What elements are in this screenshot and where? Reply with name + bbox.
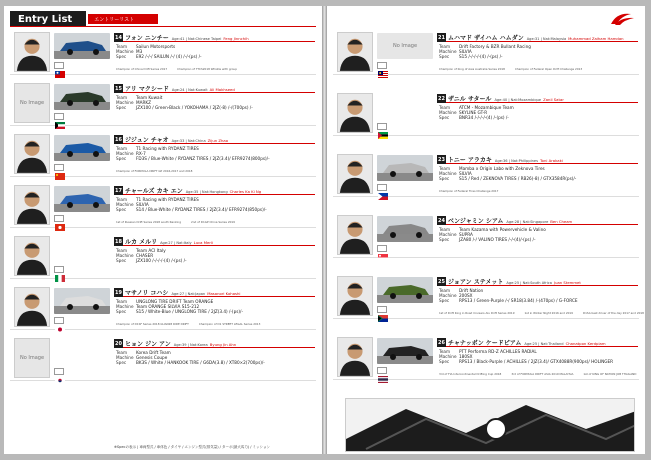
spec-value: FD3S / Blue-White / RYDANZ TIRES / 2JZ(3.4)/ EFR9274(800ps)/- [136,156,270,162]
machine-value: M3 [136,49,143,55]
driver-name-bar [446,33,638,42]
team-label: Team [439,349,451,354]
driver-name-bar [123,288,315,297]
entry-number: 16 [115,136,122,143]
driver-name-jp: ムハマド ザイハム ハムダン [448,35,524,42]
header-rule [10,26,316,27]
championship-notes [116,169,316,173]
car-photo [377,155,433,181]
driver-photo [14,32,50,72]
car-photo [377,277,433,303]
entry-details [439,105,639,121]
team-value: Team Kazama with PowervehicIe & Valino [459,227,546,232]
no-image-label: No Image [392,43,418,49]
spec-value: BNR34 /-/-/-/-(4) /-(ps) /- [459,115,509,121]
driver-photo [14,338,50,378]
team-label: Team [439,227,451,232]
team-label: Team [439,166,451,171]
machine-label: Machine [116,304,134,310]
team-label: Team [439,288,451,293]
machine-value: SILVIA [459,171,472,177]
nationality-flag [377,62,387,69]
entry-card [10,183,316,228]
driver-name-en: Byung Jin Ahn [209,342,237,347]
driver-name-jp: マサノリ コハシ [125,290,169,297]
spec-label: Spec [439,359,450,365]
machine-label: Machine [116,355,134,361]
championship-notes [116,322,316,326]
entry-card [333,335,639,380]
team-value: Team Kuwait [136,95,163,100]
driver-age-nationality: Age:39 | Nat:Korea [173,343,208,347]
machine-value: SUPRA [459,232,473,238]
driver-name-bar [123,237,315,246]
machine-value: MARKZ [136,100,152,106]
spec-row [439,115,639,120]
left-page [4,6,322,454]
spec-row [116,207,316,212]
entry-number: 24 [438,217,445,224]
championship-note: D1SA best driver of the day 2017 and 2018 [582,311,644,315]
championship-note: 3rd of FIA Intercontinental Drifting Cup 2018 [439,372,502,376]
championship-note: 1st of KING OF NATION JOB THAILAND [583,372,637,376]
team-label: Team [116,248,128,253]
entry-number: 25 [438,278,445,285]
spec-value: BK3S / White / HANKOOK TIRE / G6DA(3.8) / XT80×2(700ps)/- [136,360,265,366]
driver-age-nationality: Age:28 | Nat:Singapore [506,220,549,224]
machine-label: Machine [116,253,134,259]
machine-label: Machine [116,100,134,106]
spec-row [116,258,316,263]
machine-value: SKYLINE GT-R [459,110,488,116]
driver-photo [337,276,373,316]
championship-note: 2nd of D1GP China Series 2019 [190,220,235,224]
entry-details [116,299,316,315]
entry-card [333,274,644,319]
machine-label: Machine [439,171,457,177]
driver-name-jp: チャールズ カキ エン [125,188,183,195]
spec-value: RPS13 / Green-Purple /-/ SR18(3.84) /-(470ps) / G-FORCE [459,298,578,304]
car-photo [54,288,110,314]
team-label: Team [116,95,128,100]
machine-value: SILVIA [459,49,472,55]
team-label: Team [116,299,128,304]
spec-label: Spec [439,54,450,60]
spec-row [439,237,639,242]
spec-footnote: ※Specの表示 | 車両型式 / 車体色 / タイヤ / エンジン型式(排気量) / ターボ(最大馬力) / ミッション [114,445,270,449]
spec-label: Spec [116,54,127,60]
spec-value: JZA80 /-/ VALINO TIRES /-/-(4)/-(ps) /- [459,237,536,243]
championship-note: Champion of Federal Tires Challenge 2017 [439,189,499,193]
driver-name-en: Muhammad Zaiham Hamdan [568,36,624,41]
car-photo [54,33,110,59]
driver-name-bar [446,216,638,225]
driver-photo [337,337,373,377]
car-photo [377,216,433,242]
machine-label: Machine [439,232,457,238]
entry-details [116,197,316,213]
championship-note: 1st of Russian Drift Series 2018 south Ranking [116,220,181,224]
car-photo [377,33,433,59]
driver-photo [14,134,50,174]
driver-age-nationality: Age:24 | Nat:Kuwait [171,88,208,92]
driver-name-en: Chanatpon Kerdpiam [565,341,606,346]
entry-number: 23 [438,156,445,163]
driver-photo [337,215,373,255]
page-subtitle: エントリーリスト [88,14,158,24]
driver-name-en: Ben Cheam [550,219,573,224]
right-page [327,6,645,454]
driver-photo [337,154,373,194]
entry-card [333,91,639,136]
championship-note: Champion of D1SF Series 2018 GUAN28 RIDE DRIFT [116,322,189,326]
entry-details [116,248,316,264]
team-value: T1 Racing with RYDANZ TIRES [136,197,199,202]
driver-photo [337,93,373,133]
entry-details [439,288,639,304]
nationality-flag [54,317,64,324]
team-value: PTT Performa RD-Z ACHILLES RADIAL [459,349,537,354]
nationality-flag [54,266,64,273]
entry-card [333,213,639,258]
team-label: Team [439,44,451,49]
driver-name-jp: チャナッポン ケードピアム [448,340,522,347]
car-photo [54,135,110,161]
driver-name-en: Juan Stemmet [553,280,581,285]
spec-label: Spec [439,115,450,121]
spec-label: Spec [439,237,450,243]
team-label: Team [116,44,128,49]
driver-name-jp: トニー アラカキ [448,157,492,164]
nationality-flag [54,113,64,120]
machine-label: Machine [116,151,134,157]
spec-row [116,105,316,110]
machine-value: 180SX [459,354,473,360]
nationality-flag [377,367,387,374]
spec-label: Spec [439,298,450,304]
championship-note: Champion of Federal Open Drift Challenge 2013 [514,67,583,71]
entry-card [10,234,316,279]
driver-age-nationality: Age:40 | Nat:Mozambique [494,98,542,102]
championship-note: 1st in Winter Night 2016 and 2019 [524,311,573,315]
driver-name-en: Zijun Zhao [207,138,229,143]
team-value: ATCM - Mozambique Team [459,105,514,110]
no-image-label: No Image [19,355,45,361]
entry-card [10,285,316,330]
entry-details [116,350,316,366]
driver-age-nationality: Age:27 | Nat:Japan [171,292,206,296]
entry-card [10,132,316,177]
driver-age-nationality: Age:35 | Nat:Hongkong [185,190,228,194]
nationality-flag [377,306,387,313]
driver-name-bar [446,277,638,286]
driver-photo [14,287,50,327]
spec-label: Spec [116,360,127,366]
driver-name-jp: ルカ メルリ [125,239,158,246]
team-value: UNGLONG TIRE DRIFT Team ORANGE [136,299,214,304]
championship-note: Champion of King of Asia Australia Series 2018 [439,67,505,71]
driver-photo [14,185,50,225]
driver-name-jp: ベンジャミン シアム [448,218,504,225]
championship-notes [439,189,639,193]
team-value: Team ACI Italy [136,248,166,253]
championship-notes [439,372,639,376]
entry-card [333,30,639,75]
machine-value: Team ORANGE SILVIA S15-212 [136,304,200,310]
entry-details [116,146,316,162]
championship-note: 1st of Drift King in Road Cruisers Alu Drift Series 2019 [439,311,515,315]
championship-note: Champion of TTCS2018 Whistle with group [177,67,237,71]
championship-note: Champion of China Drift Series 2017 [116,67,168,71]
nationality-flag [54,368,64,375]
entry-card [10,30,316,75]
driver-name-en: Ali Makhseed [209,87,235,92]
team-value: T1 Racing with RYDANZ TIRES [136,146,199,151]
machine-value: RX-7 [136,151,146,157]
driver-name-jp: ザニル サタール [448,96,492,103]
team-value: Mamba x Origin Labo with Zeknova Tires [459,166,545,171]
sponsor-banner-image [345,398,635,452]
spec-label: Spec [116,258,127,264]
entry-number: 22 [438,95,445,102]
driver-age-nationality: Age:36 | Nat:Philippines [494,159,538,163]
driver-name-bar [123,33,315,42]
driver-age-nationality: Age:27 | Nat:Italy [160,241,192,245]
nationality-flag [54,62,64,69]
entry-number: 14 [115,34,122,41]
team-label: Team [116,197,128,202]
championship-notes [116,220,316,224]
team-value: Drift Nation [459,288,484,293]
team-value: Korea Drift Team [136,350,171,355]
entry-number: 19 [115,289,122,296]
machine-label: Machine [116,202,134,208]
entry-number: 18 [115,238,122,245]
entry-number: 15 [115,85,122,92]
machine-label: Machine [439,110,457,116]
entry-details [439,44,639,60]
machine-label: Machine [439,354,457,360]
driver-name-bar [446,155,638,164]
team-label: Team [116,350,128,355]
entry-details [439,349,639,365]
car-photo [377,338,433,364]
machine-label: Machine [439,49,457,55]
team-value: Sailun Motorsports [136,44,176,49]
entry-number: 20 [115,340,122,347]
fia-drifting-cup-logo [607,10,637,32]
driver-photo [14,83,50,123]
driver-age-nationality: Age:33 | Nat:China [171,139,206,143]
championship-note: Champion of D1 STREET LEGAL Series 2013 [198,322,261,326]
entry-details [439,227,639,243]
machine-label: Machine [116,49,134,55]
spec-label: Spec [116,309,127,315]
spec-row [116,309,316,314]
driver-age-nationality: Age:25 | Nat:South Africa [506,281,552,285]
spec-label: Spec [116,207,127,213]
driver-photo [14,236,50,276]
driver-name-bar [123,339,315,348]
spec-value: E92 /-/-/ SAILUN /-/ (4) /-/-(ps) /- [136,54,202,60]
spec-label: Spec [439,176,450,182]
spec-row [116,156,316,161]
nationality-flag [377,123,387,130]
entry-details [116,95,316,111]
spec-row [116,54,316,59]
nationality-flag [377,245,387,252]
spec-label: Spec [116,105,127,111]
driver-name-jp: ヒョン ジン アン [125,341,171,348]
machine-value: 200SX [459,293,473,299]
team-value: Drift Factory & BZR Bullant Racing [459,44,531,49]
spec-row [116,360,316,365]
spec-value: S14 / Blue-White / RYDANZ TIRES / 2JZ(3.4)/ EFR9274(850ps)/- [136,207,267,213]
nationality-flag [54,164,64,171]
championship-notes [439,67,639,71]
spec-value: S15 / White-Blue / UNGLONG TIRE / 2JZ(3.4) /-(ps)/- [136,309,243,315]
machine-value: CHASER [136,253,154,259]
driver-age-nationality: Age:41 | Nat:Chinese Taipei [171,37,222,41]
driver-name-bar [123,84,315,93]
entry-number: 26 [438,339,445,346]
machine-value: SILVIA [136,202,149,208]
machine-value: Genesis Coupe [136,355,168,361]
championship-notes [439,311,644,315]
entry-card [10,336,316,381]
spec-value: JZX100 / Green-Black / YOKOHAMA / 2JZ(-8) /-/(700ps) /- [136,105,253,111]
driver-name-jp: ジョアン ステメット [448,279,504,286]
driver-name-en: Toni Arakaki [539,158,563,163]
driver-photo [337,32,373,72]
nationality-flag [54,215,64,222]
entry-number: 17 [115,187,122,194]
spec-label: Spec [116,156,127,162]
team-label: Team [439,105,451,110]
driver-name-jp: フォン ニンチー [125,35,169,42]
driver-name-bar [446,94,638,103]
championship-notes [116,67,316,71]
driver-name-bar [123,135,315,144]
driver-name-en: Feng Jinnchih [223,36,249,41]
entry-details [439,166,639,182]
nationality-flag [377,184,387,191]
spec-value: S15 / Red / ZEKNOVA TIRES / RB26(-8) / GTX3584R(ps)/- [459,176,577,182]
driver-name-jp: アリ マクシード [125,86,169,93]
driver-name-bar [123,186,315,195]
spec-value: JZX100 /-/-/-/-(4) /-(ps) /- [136,258,187,264]
driver-name-bar [446,338,638,347]
spec-value: RPS13 / Black-Purple / ACHILLES / 2JZ(3.4)/ GTX4088R(900ps)/ HOLINGER [459,359,614,365]
page-title: Entry List [10,11,86,27]
team-label: Team [116,146,128,151]
championship-note: Champion of FORMULA DRIFT GP 2016,2017 and 2018 [116,169,193,173]
entry-card [10,81,316,126]
driver-name-en: Zanil Satar [543,97,564,102]
car-photo [54,186,110,212]
entry-card [333,152,639,197]
machine-label: Machine [439,293,457,299]
entry-number: 21 [438,34,445,41]
driver-name-en: Masanori Kohashi [207,291,241,296]
spec-row [439,176,639,181]
car-photo [54,84,110,110]
driver-name-en: Charles Ka Ki Ng [229,189,262,194]
driver-age-nationality: Age:31 | Nat:Malaysia [526,37,567,41]
spec-row [439,54,639,59]
championship-note: 3rd of FORMULA DRIFT ASIA 2019 MALAYSIA [511,372,574,376]
no-image-label: No Image [19,100,45,106]
entry-details [116,44,316,60]
driver-name-jp: ジジュン チャオ [125,137,169,144]
spec-row [439,298,639,303]
spec-value: S15 /-/-/-/-(4) /-(ps) /- [459,54,503,60]
driver-age-nationality: Age:25 | Nat:Thailand [524,342,564,346]
driver-name-en: Luca Merli [193,240,213,245]
spec-row [439,359,639,364]
